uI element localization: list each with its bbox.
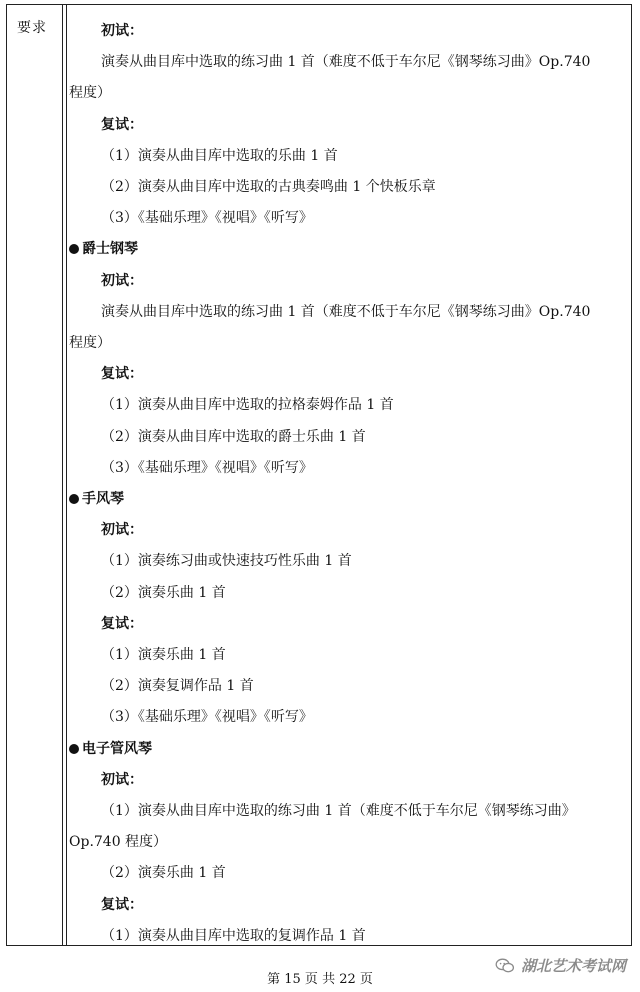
bullet-icon xyxy=(69,244,79,254)
label-column xyxy=(7,5,63,945)
requirements-label: 要求 xyxy=(17,20,47,36)
requirement-line xyxy=(101,676,254,696)
subheading xyxy=(101,770,143,790)
requirement-line xyxy=(101,52,590,72)
line-text: （2）演奏乐曲 1 首 xyxy=(101,865,226,882)
requirement-line xyxy=(101,801,576,821)
line-text: 手风琴 xyxy=(82,491,124,507)
requirement-line xyxy=(101,208,313,228)
section-heading xyxy=(69,489,124,509)
requirements-table xyxy=(6,4,632,946)
line-text: 复试： xyxy=(101,366,143,383)
line-text: 初试： xyxy=(101,522,143,539)
line-text: （3）《基础乐理》《视唱》《听写》 xyxy=(101,459,313,476)
line-text: （1）演奏从曲目库中选取的乐曲 1 首 xyxy=(101,147,338,164)
line-text: 程度） xyxy=(69,335,111,351)
line-text: （1）演奏从曲目库中选取的复调作品 1 首 xyxy=(101,927,366,944)
watermark-text: 湖北艺术考试网 xyxy=(520,957,626,975)
requirement-line xyxy=(69,832,167,852)
subheading xyxy=(101,115,143,135)
watermark xyxy=(495,955,626,976)
line-text: （2）演奏从曲目库中选取的古典奏鸣曲 1 个快板乐章 xyxy=(101,179,436,195)
line-text: （2）演奏从曲目库中选取的爵士乐曲 1 首 xyxy=(101,428,366,445)
requirement-line xyxy=(101,302,590,322)
requirement-line xyxy=(101,926,366,946)
subheading xyxy=(101,895,143,915)
line-text: 复试： xyxy=(101,896,143,913)
page-footer: 第 15 页 共 22 页 xyxy=(267,972,373,987)
line-text: 初试： xyxy=(101,23,143,39)
requirement-line xyxy=(101,583,226,603)
section-heading xyxy=(69,239,138,259)
line-text: （3）《基础乐理》《视唱》《听写》 xyxy=(101,210,313,227)
requirement-line xyxy=(101,177,436,197)
line-text: 初试： xyxy=(101,272,143,289)
line-text: （1）演奏练习曲或快速技巧性乐曲 1 首 xyxy=(101,553,352,570)
line-text: Op.740 程度） xyxy=(69,834,168,851)
line-text: （1）演奏从曲目库中选取的练习曲 1 首（难度不低于车尔尼《钢琴练习曲》 xyxy=(101,803,576,819)
requirement-line xyxy=(101,551,352,571)
requirement-line xyxy=(101,863,226,883)
line-text: 初试： xyxy=(101,771,143,788)
line-text: （3）《基础乐理》《视唱》《听写》 xyxy=(101,709,313,726)
requirement-line xyxy=(101,427,366,447)
subheading xyxy=(101,364,143,384)
line-text: 复试： xyxy=(101,116,143,133)
column-divider xyxy=(66,5,67,945)
line-text: （1）演奏从曲目库中选取的拉格泰姆作品 1 首 xyxy=(101,397,394,414)
section-heading xyxy=(69,739,152,759)
line-text: 电子管风琴 xyxy=(82,740,152,757)
requirement-line xyxy=(69,83,111,103)
subheading xyxy=(101,520,143,540)
line-text: 演奏从曲目库中选取的练习曲 1 首（难度不低于车尔尼《钢琴练习曲》Op.740 xyxy=(101,54,591,71)
line-text: （2）演奏复调作品 1 首 xyxy=(101,678,254,695)
line-text: 复试： xyxy=(101,615,143,632)
bullet-icon xyxy=(69,744,79,754)
subheading xyxy=(101,21,143,41)
line-text: 程度） xyxy=(69,85,111,102)
requirement-line xyxy=(101,146,338,166)
line-text: 演奏从曲目库中选取的练习曲 1 首（难度不低于车尔尼《钢琴练习曲》Op.740 xyxy=(101,303,591,320)
line-text: （1）演奏乐曲 1 首 xyxy=(101,647,226,663)
line-text: （2）演奏乐曲 1 首 xyxy=(101,584,226,601)
bullet-icon xyxy=(69,494,79,504)
wechat-icon xyxy=(495,958,515,974)
requirement-line xyxy=(101,707,313,727)
subheading xyxy=(101,271,143,291)
requirement-line xyxy=(101,458,313,478)
requirement-line xyxy=(101,645,226,665)
requirement-line xyxy=(69,333,111,353)
line-text: 爵士钢琴 xyxy=(82,241,138,258)
requirement-line xyxy=(101,395,394,415)
subheading xyxy=(101,614,143,634)
